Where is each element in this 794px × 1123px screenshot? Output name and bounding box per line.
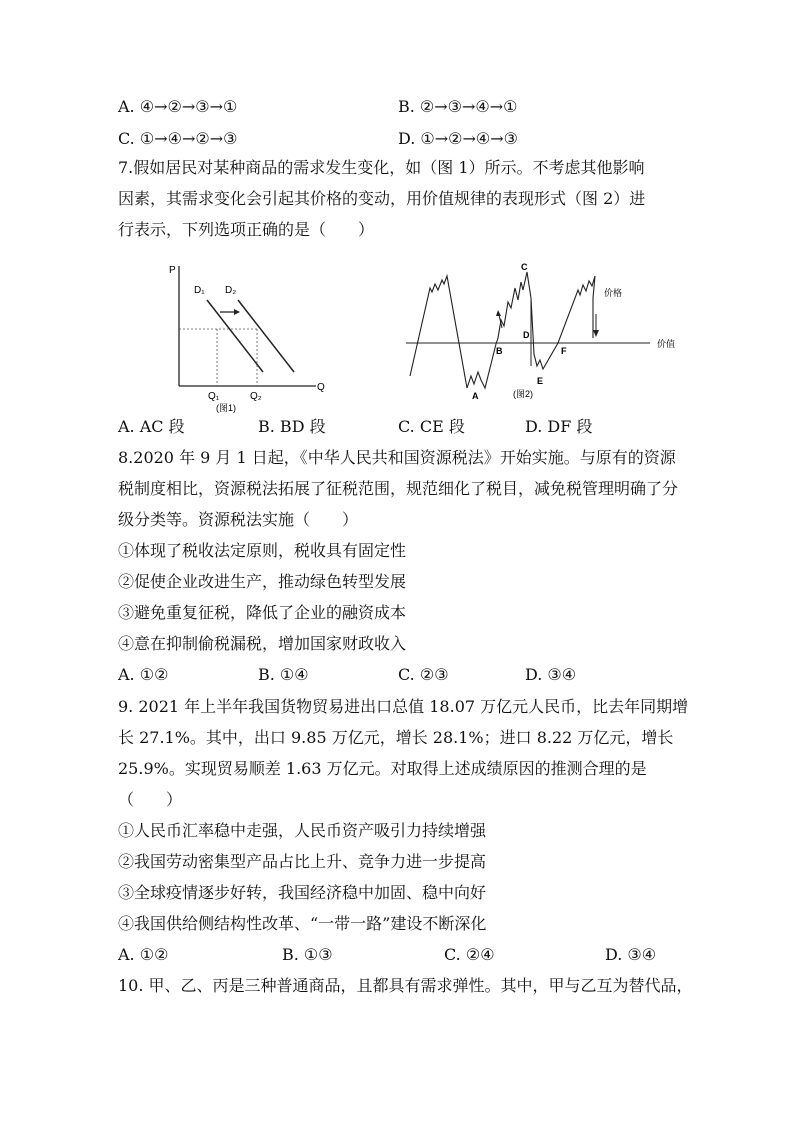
q8-option-d: D. ③④ bbox=[525, 665, 577, 684]
q8-statement-1: ①体现了税收法定原则，税收具有固定性 bbox=[118, 541, 407, 560]
q9-stem-line-1: 9. 2021 年上半年我国货物贸易进出口总值 18.07 万亿元人民币，比去年同期增 bbox=[118, 697, 689, 716]
q8-stem-line-2: 税制度相比，资源税法拓展了征税范围，规范细化了税目，减免税管理明确了分 bbox=[118, 479, 679, 498]
fig1-d2-label: D₂ bbox=[225, 285, 237, 296]
q9-option-b: B. ①③ bbox=[282, 945, 333, 964]
fig1-q1-label: Q₁ bbox=[208, 391, 220, 402]
q9-option-c: C. ②④ bbox=[444, 945, 495, 964]
q8-option-c: C. ②③ bbox=[398, 665, 449, 684]
fig2-point-f: F bbox=[561, 346, 567, 356]
q8-option-b: B. ①④ bbox=[258, 665, 309, 684]
q9-statement-1: ①人民币汇率稳中走强，人民币资产吸引力持续增强 bbox=[118, 821, 487, 840]
q9-statement-2: ②我国劳动密集型产品占比上升、竞争力进一步提高 bbox=[118, 852, 487, 871]
fig1-d1-label: D₁ bbox=[194, 285, 205, 296]
q6-option-b: B. ②→③→④→① bbox=[398, 97, 518, 116]
fig1-axis-q: Q bbox=[317, 382, 325, 393]
fig2-point-e: E bbox=[537, 376, 544, 386]
figure-1-demand-shift bbox=[160, 258, 340, 414]
fig1-caption: (图1) bbox=[216, 403, 236, 413]
q9-stem-line-2: 长 27.1%。其中，出口 9.85 万亿元，增长 28.1%；进口 8.22 万亿元，增长 bbox=[118, 728, 674, 747]
q8-option-a: A. ①② bbox=[118, 665, 169, 684]
q7-option-c: C. CE 段 bbox=[398, 417, 465, 436]
fig2-price-label: 价格 bbox=[604, 288, 623, 298]
fig1-q2-label: Q₂ bbox=[250, 391, 262, 402]
q6-option-d: D. ①→②→④→③ bbox=[398, 129, 519, 148]
q9-option-a: A. ①② bbox=[118, 945, 169, 964]
q7-option-b: B. BD 段 bbox=[258, 417, 326, 436]
fig2-point-b: B bbox=[496, 346, 503, 356]
fig2-point-c: C bbox=[521, 262, 528, 272]
q8-stem-line-3: 级分类等。资源税法实施（ ） bbox=[118, 510, 359, 529]
q8-stem-line-1: 8.2020 年 9 月 1 日起，《中华人民共和国资源税法》开始实施。与原有的资源 bbox=[118, 448, 676, 467]
fig2-caption: (图2) bbox=[513, 389, 533, 399]
q10-stem-line-1: 10. 甲、乙、丙是三种普通商品，且都具有需求弹性。其中，甲与乙互为替代品， bbox=[118, 976, 693, 995]
q8-statement-2: ②促使企业改进生产，推动绿色转型发展 bbox=[118, 572, 407, 591]
fig2-value-label: 价值 bbox=[657, 339, 676, 349]
q6-option-c: C. ①→④→②→③ bbox=[118, 129, 238, 148]
q9-stem-line-3: 25.9%。实现贸易顺差 1.63 万亿元。对取得上述成绩原因的推测合理的是 bbox=[118, 759, 647, 778]
q7-stem-line-2: 因素，其需求变化会引起其价格的变动，用价值规律的表现形式（图 2）进 bbox=[118, 189, 646, 208]
q7-stem-line-1: 7.假如居民对某种商品的需求发生变化，如（图 1）所示。不考虑其他影响 bbox=[118, 158, 645, 177]
q7-option-d: D. DF 段 bbox=[525, 417, 593, 436]
q9-statement-3: ③全球疫情逐步好转，我国经济稳中加固、稳中向好 bbox=[118, 883, 487, 902]
q7-option-a: A. AC 段 bbox=[118, 417, 185, 436]
fig2-point-a: A bbox=[472, 391, 479, 401]
q9-statement-4: ④我国供给侧结构性改革、“一带一路”建设不断深化 bbox=[118, 914, 487, 933]
q8-statement-3: ③避免重复征税，降低了企业的融资成本 bbox=[118, 603, 407, 622]
q8-statement-4: ④意在抑制偷税漏税，增加国家财政收入 bbox=[118, 634, 407, 653]
q9-stem-line-4: （ ） bbox=[118, 790, 183, 809]
fig2-point-d: D bbox=[523, 330, 530, 340]
fig1-axis-p: P bbox=[169, 265, 176, 276]
q9-option-d: D. ③④ bbox=[605, 945, 657, 964]
q7-stem-line-3: 行表示，下列选项正确的是（ ） bbox=[118, 220, 375, 239]
figure-2-price-value bbox=[400, 258, 700, 408]
q6-option-a: A. ④→②→③→① bbox=[118, 97, 238, 116]
